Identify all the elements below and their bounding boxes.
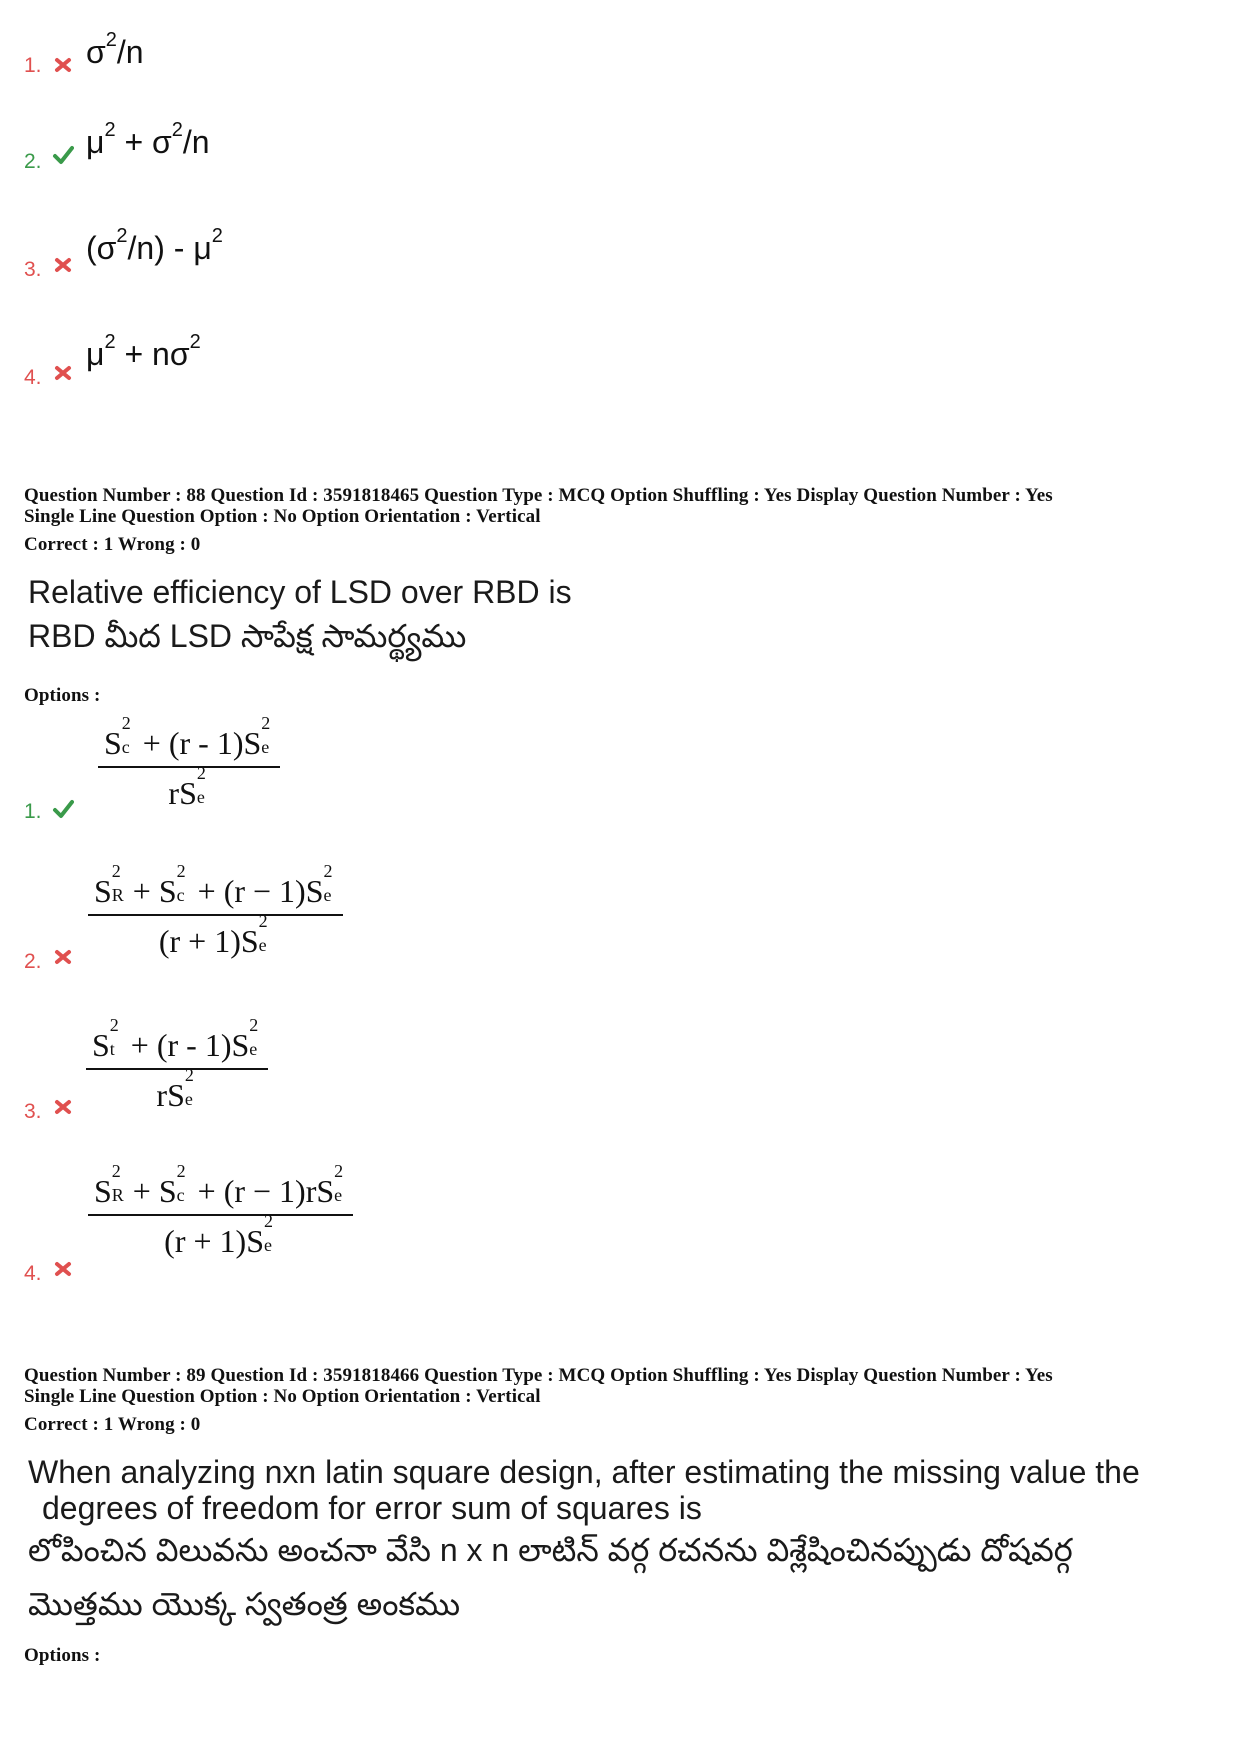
question-88-options-label: Options : <box>24 685 101 706</box>
question-88-text-english: Relative efficiency of LSD over RBD is <box>28 574 572 610</box>
question-89-score: Correct : 1 Wrong : 0 <box>24 1414 201 1435</box>
question-89-meta-line-2: Single Line Question Option : No Option Orientation : Vertical <box>24 1386 541 1407</box>
option-formula: $\mu^2 + \sigma^2/n$ <box>86 119 210 160</box>
question-89-text-telugu-line-2: మొత్తము యొక్క స్వతంత్ర అంకము <box>28 1586 461 1622</box>
option-number: 3. <box>24 258 42 281</box>
q88-option-3-formula: S 2 t + (r - 1)S 2 e rS 2 e <box>86 1024 268 1114</box>
option-number: 4. <box>24 1262 42 1285</box>
question-88-meta-line-1: Question Number : 88 Question Id : 3591818465 Question Type : MCQ Option Shuffling : Yes Display Question Number : Yes <box>24 485 1053 506</box>
option-formula: $\sigma^2/n$ <box>86 29 144 70</box>
option-number: 3. <box>24 1100 42 1123</box>
q88-option-1-formula: S 2 c + (r - 1)S 2 e rS 2 e <box>98 722 280 812</box>
wrong-cross-icon <box>52 254 74 276</box>
option-number: 2. <box>24 150 42 173</box>
wrong-cross-icon <box>52 946 74 968</box>
option-number: 1. <box>24 54 42 77</box>
wrong-cross-icon <box>52 1096 74 1118</box>
wrong-cross-icon <box>52 362 74 384</box>
question-88-text-telugu: RBD మీద LSD సాపేక్ష సామర్థ్యము <box>28 618 467 654</box>
correct-check-icon <box>52 144 74 166</box>
question-89-options-label: Options : <box>24 1645 101 1666</box>
option-formula: $\mu^2 + n\sigma^2$ <box>86 331 201 372</box>
option-number: 4. <box>24 366 42 389</box>
question-89-text-english-line-1: When analyzing nxn latin square design, after estimating the missing value the <box>28 1454 1140 1490</box>
wrong-cross-icon <box>52 54 74 76</box>
question-88-score: Correct : 1 Wrong : 0 <box>24 534 201 555</box>
option-number: 2. <box>24 950 42 973</box>
q88-option-2-formula: S 2 R + S 2 c + (r − 1)S 2 e (r + 1)S 2 e <box>88 870 343 960</box>
wrong-cross-icon <box>52 1258 74 1280</box>
correct-check-icon <box>52 798 74 820</box>
question-88-meta-line-2: Single Line Question Option : No Option Orientation : Vertical <box>24 506 541 527</box>
option-number: 1. <box>24 800 42 823</box>
question-89-text-english-line-2: degrees of freedom for error sum of squares is <box>42 1490 702 1526</box>
question-89-meta-line-1: Question Number : 89 Question Id : 3591818466 Question Type : MCQ Option Shuffling : Yes Display Question Number : Yes <box>24 1365 1053 1386</box>
option-formula: $(\sigma^2/n) - \mu^2$ <box>86 225 223 266</box>
q88-option-4-formula: S 2 R + S 2 c + (r − 1)rS 2 e (r + 1)S 2 e <box>88 1170 353 1260</box>
question-89-text-telugu-line-1: లోపించిన విలువను అంచనా వేసి n x n లాటిన్ వర్గ రచనను విశ్లేషించినప్పుడు దోషవర్గ <box>28 1532 1073 1568</box>
